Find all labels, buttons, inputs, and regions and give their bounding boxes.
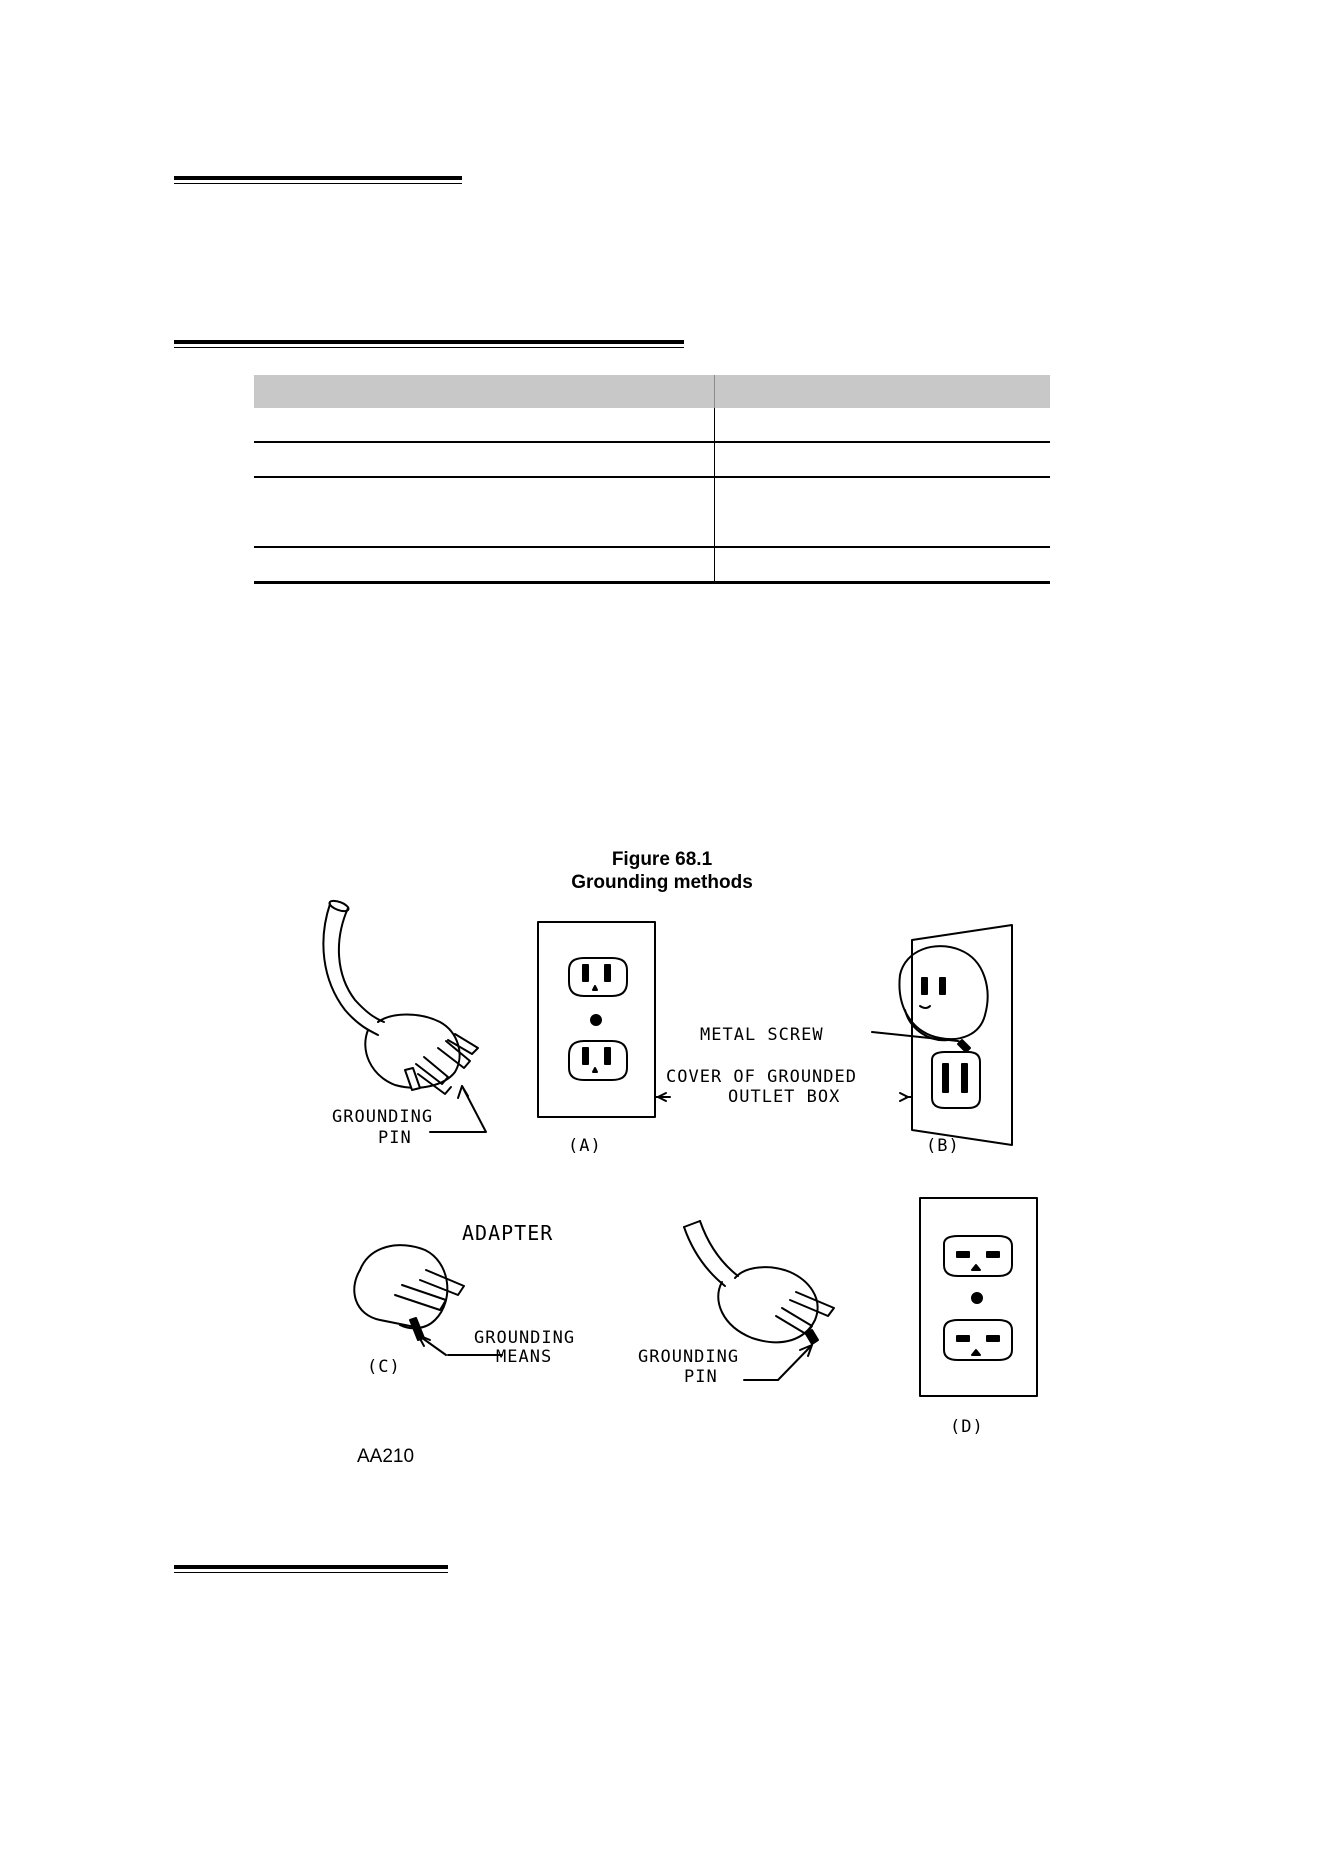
outlet-plate-a-icon xyxy=(538,922,655,1117)
label-grounding-means-line1: GROUNDING xyxy=(474,1328,576,1348)
label-cover-line2: OUTLET BOX xyxy=(728,1087,841,1107)
label-panel-c: (C) xyxy=(367,1357,401,1377)
label-grounding-pin-2-line2: PIN xyxy=(684,1367,718,1387)
label-panel-a: (A) xyxy=(568,1136,602,1156)
outlet-adapter-b-icon xyxy=(899,925,1012,1145)
figure-code: AA210 xyxy=(357,1446,415,1467)
label-cover-line1: COVER OF GROUNDED xyxy=(666,1067,857,1087)
figure-title: Grounding methods xyxy=(571,872,753,893)
label-panel-d: (D) xyxy=(950,1417,984,1437)
outlet-plate-d-icon xyxy=(920,1198,1037,1396)
plug-icon xyxy=(323,899,478,1094)
label-metal-screw: METAL SCREW xyxy=(700,1025,824,1045)
label-panel-b: (B) xyxy=(926,1136,960,1156)
label-grounding-pin-1-line1: GROUNDING xyxy=(332,1107,434,1127)
label-adapter: ADAPTER xyxy=(462,1221,554,1245)
label-grounding-pin-1-line2: PIN xyxy=(378,1128,412,1148)
figure-number: Figure 68.1 xyxy=(611,849,713,870)
label-grounding-pin-2-line1: GROUNDING xyxy=(638,1347,740,1367)
label-grounding-means-line2: MEANS xyxy=(496,1347,553,1367)
plug-2-icon xyxy=(684,1221,834,1344)
adapter-c-icon xyxy=(354,1245,464,1340)
